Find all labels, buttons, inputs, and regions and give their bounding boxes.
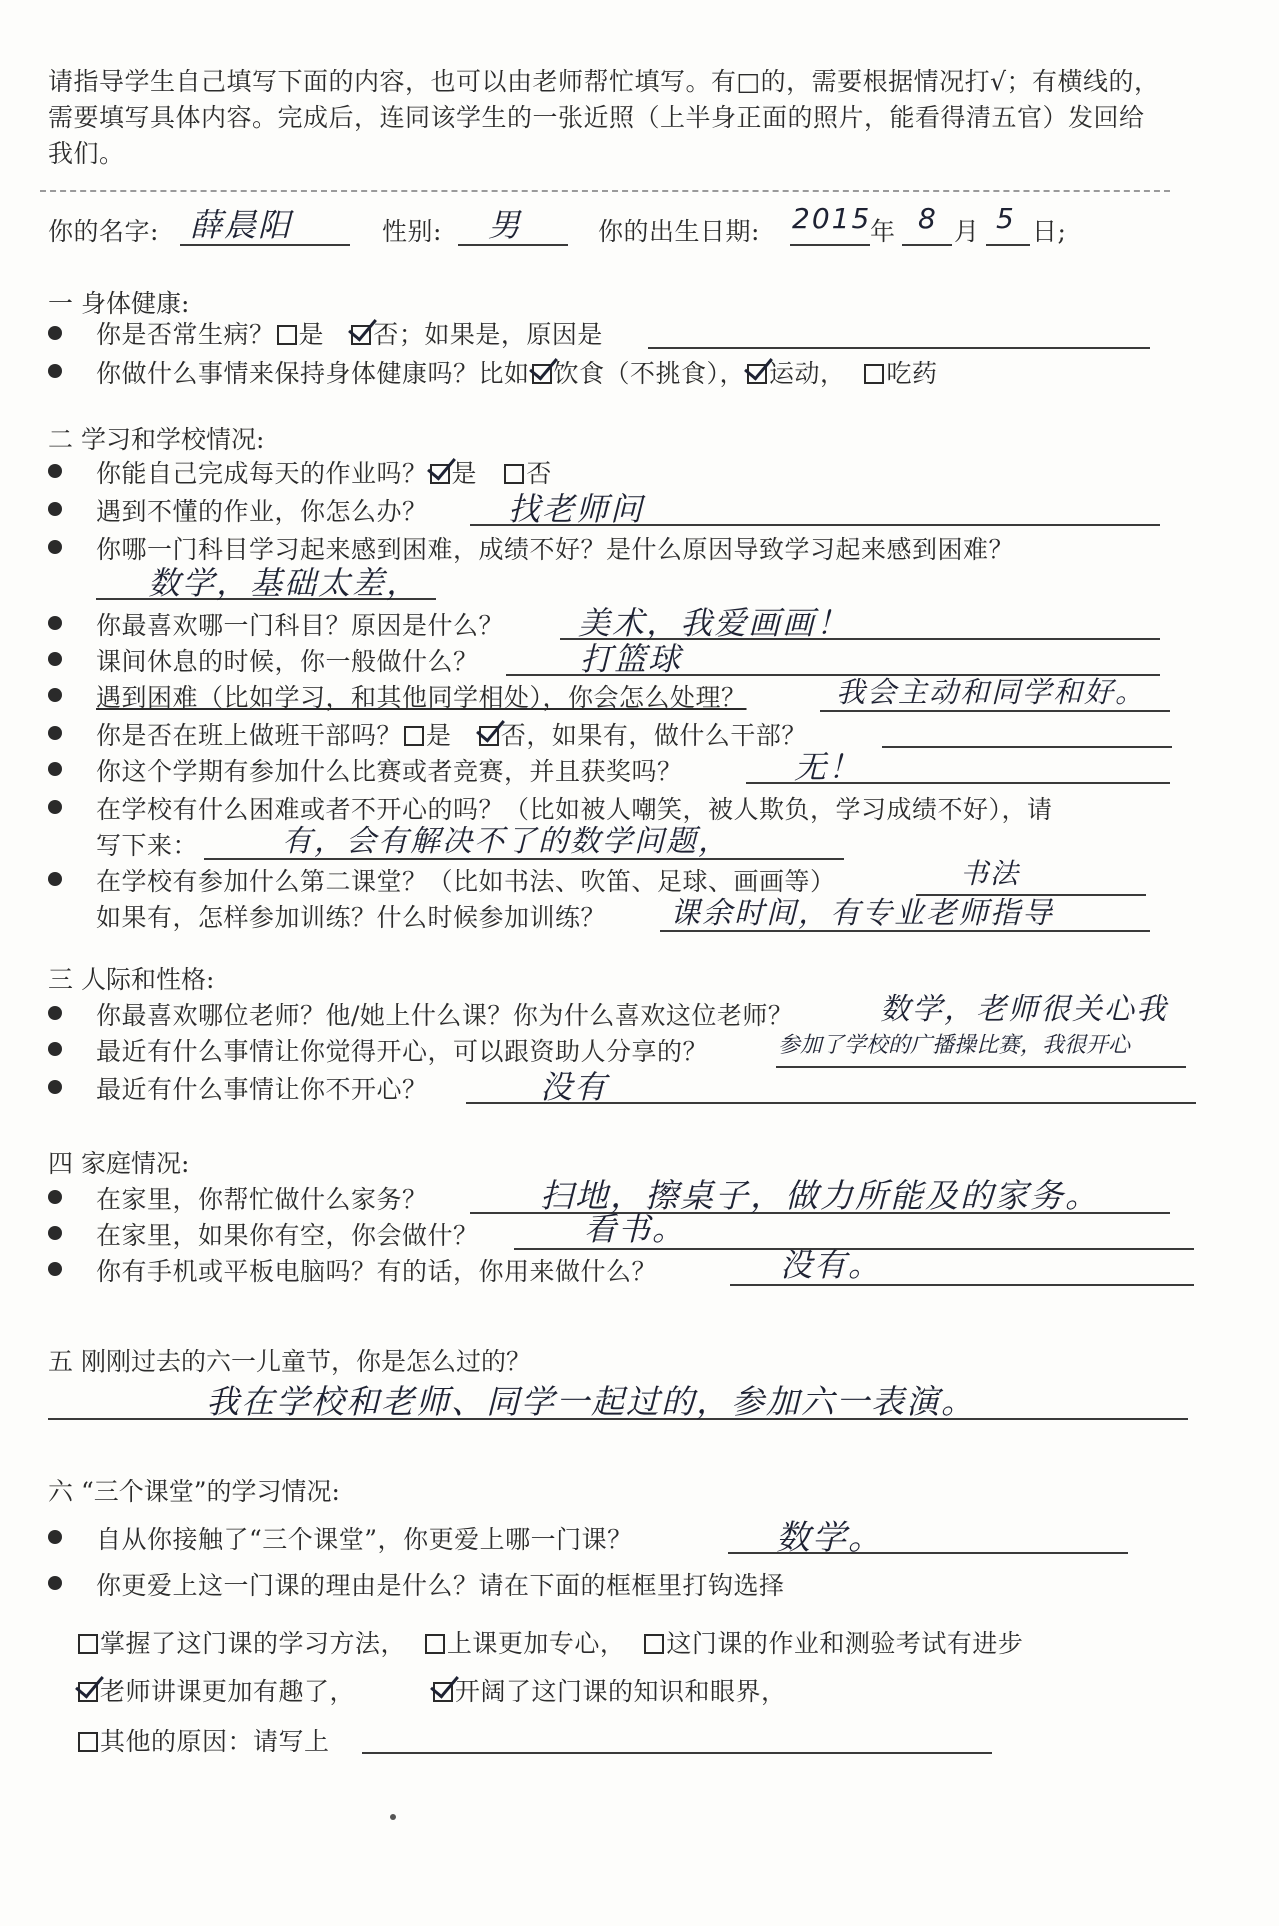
s2-q7 [96, 716, 807, 752]
s2-q6-text: 遇到困难（比如学习，和其他同学相处），你会怎么处理？ [96, 683, 747, 712]
day-label: 日; [1032, 217, 1067, 246]
dashed-divider [40, 190, 1170, 192]
year-value: 2015 [792, 202, 872, 235]
checkbox-no-checked[interactable] [479, 726, 499, 746]
s6-options-row3 [76, 1722, 330, 1758]
bullet [48, 1006, 62, 1020]
s1-q1-text: 你是否常生病？ [96, 320, 275, 349]
s6-options-row1 [76, 1624, 1023, 1660]
checkbox-interesting-checked[interactable] [78, 1682, 98, 1702]
bullet [48, 540, 62, 554]
s6-q2-text: 你更爱上这一门课的理由是什么？请在下面的框框里打钩选择 [96, 1571, 785, 1600]
checkbox-diet-checked[interactable] [532, 364, 552, 384]
s2-q9-text: 在学校有什么困难或者不开心的吗？（比如被人嘲笑，被人欺负，学习成绩不好），请 [96, 795, 1053, 824]
s2-q1-yes-label: 是 [451, 459, 478, 488]
s2-q3-text: 你哪一门科目学习起来感到困难，成绩不好？是什么原因导致学习起来感到困难？ [96, 535, 1015, 564]
bullet [48, 872, 62, 886]
s2-q6-answer: 我会主动和同学和好。 [836, 675, 1147, 709]
day-value: 5 [996, 202, 1016, 235]
checkbox-no[interactable] [504, 464, 524, 484]
s4-q3-text: 你有手机或平板电脑吗？有的话，你用来做什么？ [96, 1257, 658, 1286]
checkbox-other[interactable] [78, 1732, 98, 1752]
checkbox-no-checked[interactable] [351, 325, 371, 345]
s2-q10-answer2: 课余时间，有专业老师指导 [670, 896, 1054, 931]
bullet [48, 1262, 62, 1276]
section-1-title: 一 身体健康: [48, 289, 190, 318]
s2-q1-text: 你能自己完成每天的作业吗？ [96, 459, 428, 488]
checkbox-focus[interactable] [425, 1634, 445, 1654]
bullet [48, 326, 62, 340]
s4-q2-answer: 看书。 [584, 1210, 687, 1248]
section-6-title: 六 “三个课堂”的学习情况: [48, 1477, 340, 1506]
s2-q4-text: 你最喜欢哪一门科目？原因是什么？ [96, 611, 505, 640]
checkbox-horizon-checked[interactable] [433, 1682, 453, 1702]
s2-q8-answer: 无！ [794, 748, 863, 786]
s2-q7-text: 你是否在班上做班干部吗？ [96, 721, 403, 750]
name-value: 薛晨阳 [190, 206, 293, 244]
s3-q3-text: 最近有什么事情让你不开心？ [96, 1075, 428, 1104]
checkbox-yes-checked[interactable] [430, 464, 450, 484]
s2-q7-line [882, 746, 1172, 748]
s4-q1-text: 在家里，你帮忙做什么家务？ [96, 1185, 428, 1214]
s1-q2-opt3: 吃药 [886, 359, 938, 388]
birth-label: 你的出生日期: [598, 217, 760, 246]
s6-opt6: 其他的原因：请写上 [100, 1727, 330, 1756]
s2-q8-text: 你这个学期有参加什么比赛或者竞赛，并且获奖吗？ [96, 757, 683, 786]
section-3-title: 三 人际和性格: [48, 965, 215, 994]
intro-text: 请指导学生自己填写下面的内容，也可以由老师帮忙填写。有□的，需要根据情况打√；有横线的，需要填写具体内容。完成后，连同该学生的一张近照（上半身正面的照片，能看得清五官）发回给我们。 [48, 67, 1160, 168]
bullet [48, 688, 62, 702]
month-line [902, 244, 952, 246]
bullet [48, 364, 62, 378]
s3-q1-answer: 数学，老师很关心我 [880, 992, 1168, 1027]
year-line [790, 244, 870, 246]
year-label: 年 [870, 217, 896, 246]
s2-q1-no-label: 否 [526, 459, 552, 488]
checkbox-method[interactable] [78, 1634, 98, 1654]
bullet [48, 502, 62, 516]
bullet [48, 762, 62, 776]
s6-opt3: 这门课的作业和测验考试有进步 [666, 1629, 1024, 1658]
bullet [48, 1080, 62, 1094]
s6-opt4: 老师讲课更加有趣了， [100, 1677, 356, 1706]
s2-q10-text: 在学校有参加什么第二课堂？（比如书法、吹笛、足球、画画等） [96, 867, 836, 896]
s6-q1-answer: 数学。 [776, 1518, 884, 1558]
bullet [48, 1576, 62, 1590]
s2-q9-text2: 写下来： [96, 831, 199, 860]
month-value: 8 [918, 202, 938, 235]
scan-speck [390, 1814, 396, 1820]
bullet [48, 1042, 62, 1056]
s1-q1-line [648, 347, 1150, 349]
s3-q3-answer: 没有 [540, 1068, 609, 1106]
s2-q2-text: 遇到不懂的作业，你怎么办？ [96, 497, 428, 526]
s1-q1-no-label: 否；如果是，原因是 [373, 320, 603, 349]
gender-label: 性别: [382, 217, 442, 246]
day-line [986, 244, 1030, 246]
bullet [48, 1190, 62, 1204]
s2-q9-answer: 有，会有解决不了的数学问题， [282, 824, 730, 859]
s2-q2-answer: 找老师问 [508, 490, 645, 528]
bullet [48, 726, 62, 740]
s6-opt5: 开阔了这门课的知识和眼界， [455, 1677, 787, 1706]
gender-value: 男 [488, 206, 523, 244]
month-label: 月 [954, 217, 980, 246]
s6-other-line [362, 1752, 992, 1754]
s6-options-row2 [76, 1672, 787, 1708]
s2-q1 [96, 454, 552, 490]
s2-q7-no-label: 否，如果有，做什么干部？ [500, 721, 807, 750]
s4-q2-text: 在家里，如果你有空，你会做什？ [96, 1221, 479, 1250]
checkbox-exercise-checked[interactable] [747, 364, 767, 384]
s4-q3-answer: 没有。 [780, 1246, 883, 1284]
checkbox-progress[interactable] [644, 1634, 664, 1654]
s3-q2-answer: 参加了学校的广播操比赛，我很开心 [778, 1033, 1131, 1058]
s3-q2-line [776, 1066, 1186, 1068]
s1-q2-opt1: 饮食（不挑食）， [553, 359, 746, 388]
s1-q2 [96, 354, 937, 390]
checkbox-yes[interactable] [277, 325, 297, 345]
bullet [48, 616, 62, 630]
bullet [48, 800, 62, 814]
bullet [48, 464, 62, 478]
s2-q10-text2: 如果有，怎样参加训练？什么时候参加训练？ [96, 903, 607, 932]
bullet [48, 652, 62, 666]
s6-q1-text: 自从你接触了“三个课堂”，你更爱上哪一门课？ [96, 1525, 633, 1554]
checkbox-medicine[interactable] [864, 364, 884, 384]
s3-q1-text: 你最喜欢哪位老师？他/她上什么课？你为什么喜欢这位老师？ [96, 1001, 794, 1030]
s4-q1-answer: 扫地，擦桌子，做力所能及的家务。 [540, 1176, 1100, 1215]
s1-q2-text: 你做什么事情来保持身体健康吗？比如 [96, 359, 530, 388]
checkbox-yes[interactable] [404, 726, 424, 746]
section-4-title: 四 家庭情况: [48, 1149, 190, 1178]
section-5-title: 五 刚刚过去的六一儿童节，你是怎么过的？ [48, 1347, 531, 1376]
s2-q10-answer: 书法 [960, 857, 1021, 890]
section-2-title: 二 学习和学校情况: [48, 425, 265, 454]
s1-q1 [96, 315, 603, 351]
s1-q2-opt2: 运动， [769, 359, 846, 388]
name-label: 你的名字: [48, 217, 159, 246]
s2-q5-answer: 打篮球 [580, 640, 683, 678]
s2-q4-answer: 美术，我爱画画！ [578, 604, 851, 642]
s2-q5-text: 课间休息的时候，你一般做什么？ [96, 647, 479, 676]
s2-q7-yes-label: 是 [426, 721, 452, 750]
s1-q1-yes-label: 是 [298, 320, 325, 349]
s2-q3-answer: 数学，基础太差， [148, 564, 421, 602]
s5-answer: 我在学校和老师、同学一起过的，参加六一表演。 [206, 1382, 976, 1421]
s3-q2-text: 最近有什么事情让你觉得开心，可以跟资助人分享的？ [96, 1037, 709, 1066]
s6-opt2: 上课更加专心， [446, 1629, 626, 1658]
bullet [48, 1530, 62, 1544]
bullet [48, 1226, 62, 1240]
s6-opt1: 掌握了这门课的学习方法， [100, 1629, 407, 1658]
